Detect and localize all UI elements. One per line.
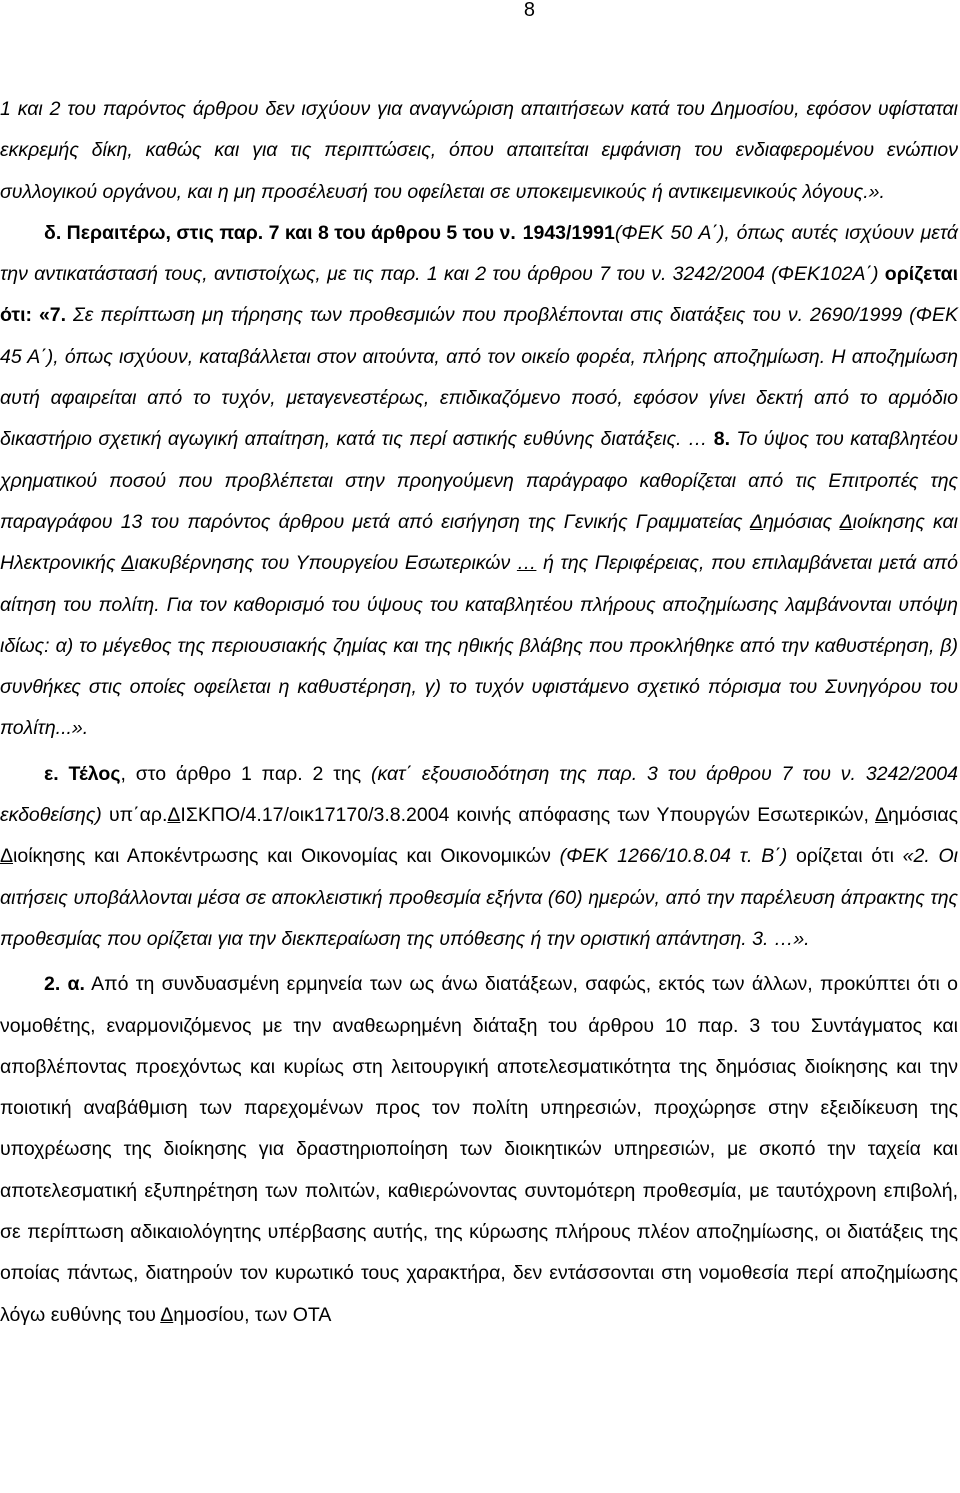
text-run: (ΦΕΚ 1266/10.8.04 τ. Β΄) (559, 845, 788, 868)
text-run: Δ (121, 552, 135, 575)
text-run: «2. Οι αιτήσεις υποβάλλονται μέσα σε αποκλειστική προθεσμία εξήντα (60) ημερών, από την παρέλευση άπρακτης της προθεσμίας που ορίζεται για την διεκπεραίωση της υπόθεσης ή την οριστική απάντηση. 3. …». (0, 845, 958, 950)
page-number: 8 (523, 0, 535, 21)
text-run: Δ (875, 804, 889, 827)
text-run: Το ύψος του καταβλητέου χρηματικού ποσού που προβλέπεται στην προηγούμενη παράγραφο καθορίζεται από τις Επιτροπές της παραγράφου 13 του παρόντος άρθρου μετά από εισήγηση της Γενικής Γραμματείας (0, 428, 958, 533)
text-run: … (681, 428, 714, 451)
text-run: 1 και 2 του παρόντος άρθρου δεν ισχύουν για αναγνώριση απαιτήσεων κατά του Δημοσίου, εφόσον υφίσταται εκκρεμής δίκη, καθώς και για τις περιπτώσεις, όπου απαιτείται εμφάνιση του ενδιαφερομένου ενώπιον συλλογικού οργάνου, και η μη προσέλευσή του οφείλεται σε υποκειμενικούς ή αντικειμενικούς λόγους.». (0, 98, 958, 203)
text-run: ΙΣΚΠΟ/4.17/οικ17170/3.8.2004 κοινής απόφασης των Υπουργών Εσωτερικών, (180, 804, 875, 827)
text-run: ή της Περιφέρειας, που επιλαμβάνεται μετά από αίτηση του πολίτη. Για τον καθορισμό του ύψους του καταβλητέου πλήρους αποζημίωσης λαμβάνονται υπόψη ιδίως: α) το μέγεθος της περιουσιακής ζημίας και της ηθικής βλάβης που προκλήθηκε από την καθυστέρηση, β) συνθήκες στις οποίες οφείλεται η καθυστέρηση, γ) το τυχόν υφιστάμενο σχετικό πόρισμα του Συνηγόρου του πολίτη...». (0, 552, 958, 740)
text-run: Δ (839, 510, 853, 533)
paragraph-2 (0, 754, 958, 960)
paragraph-1 (0, 89, 958, 750)
text-run: ιοίκησης και Ηλεκτρονικής (0, 510, 958, 575)
text-run: ιοίκησης και Αποκέντρωσης και Οικονομίας και Οικονομικών (13, 845, 560, 868)
text-run: Από τη συνδυασμένη ερμηνεία των ως άνω διατάξεων, σαφώς, εκτός των άλλων, προκύπτει ότι ο νομοθέτης, εναρμονιζόμενος με την αναθεωρημένη διάταξη του άρθρου 10 παρ. 3 του Συντάγματος και αποβλέποντας προεχόντως και κυρίως στη λειτουργική αποτελεσματικότητα της δημόσιας διοίκησης και την ποιοτική αναβάθμιση των παρεχομένων προς τον πολίτη υπηρεσιών, προχώρησε στην εξειδίκευση της υποχρέωσης της διοίκησης για δραστηριοποίηση των διοικητικών υπηρεσιών, με σκοπό την ταχεία και αποτελεσματική εξυπηρέτηση των πολιτών, καθιερώνοντας συντομότερη προθεσμία, με ταυτόχρονη επιβολή, σε περίπτωση αδικαιολόγητης υπέρβασης αυτής, της κύρωσης πλήρους πλέον αποζημίωσης, οι διατάξεις της οποίας πάντως, διατηρούν τον κυρωτικό τους χαρακτήρα, δεν εντάσσονται στη νομοθεσία περί αποζημίωσης λόγω ευθύνης του (0, 973, 958, 1326)
text-run: Δ (160, 1303, 174, 1326)
text-run: , στο άρθρο 1 παρ. 2 της (120, 762, 372, 785)
text-run: ορίζεται ότι (787, 845, 903, 868)
text-run: ημοσίου, των ΟΤΑ (173, 1303, 332, 1326)
text-run: ημόσιας (763, 510, 840, 533)
document-body (0, 89, 958, 1336)
text-run: υπ΄αρ. (101, 804, 168, 827)
text-run: ε. Τέλος (44, 762, 121, 785)
paragraph-3 (0, 964, 958, 1336)
text-run: Δ (0, 845, 14, 868)
text-run: Δ (749, 510, 764, 533)
text-run: Σε περίπτωση μη τήρησης των προθεσμιών που προβλέπονται στις διατάξεις του ν. 2690/1999 (ΦΕΚ 45 Α΄), όπως ισχύουν, καταβάλλεται στον αιτούντα, από τον οικείο φορέα, πλήρης αποζημίωση. Η αποζημίωση αυτή αφαιρείται από το τυχόν, μεταγενεστέρως, επιδικαζόμενο ποσό, εφόσον γίνει δεκτή από το αρμόδιο δικαστήριο σχετική αγωγική απαίτηση, κατά τις περί αστικής ευθύνης διατάξεις. (0, 304, 958, 451)
text-run: (κατ΄ εξουσιοδότηση της παρ. 3 του άρθρου 7 του ν. 3242/2004 εκδοθείσης) (0, 762, 958, 827)
text-run: (ΦΕΚ 50 Α΄), όπως αυτές ισχύουν μετά την αντικατάστασή τους, αντιστοίχως, με τις παρ. 1 και 2 του άρθρου 7 του ν. 3242/2004 (ΦΕΚ102Α΄) (0, 221, 958, 286)
text-run: 1943/1991 (515, 221, 615, 244)
text-run: 2. α. (44, 973, 85, 996)
text-run: … (516, 552, 537, 575)
text-run: ορίζεται ότι: «7. (0, 263, 959, 327)
text-run: 8. (713, 428, 730, 451)
text-run: δ. Περαιτέρω, στις παρ. 7 και 8 του άρθρου 5 του ν. (44, 221, 516, 244)
text-run: ημόσιας (888, 804, 958, 827)
text-run: ιακυβέρνησης του Υπουργείου Εσωτερικών (134, 552, 517, 575)
text-run: Δ (167, 804, 181, 827)
